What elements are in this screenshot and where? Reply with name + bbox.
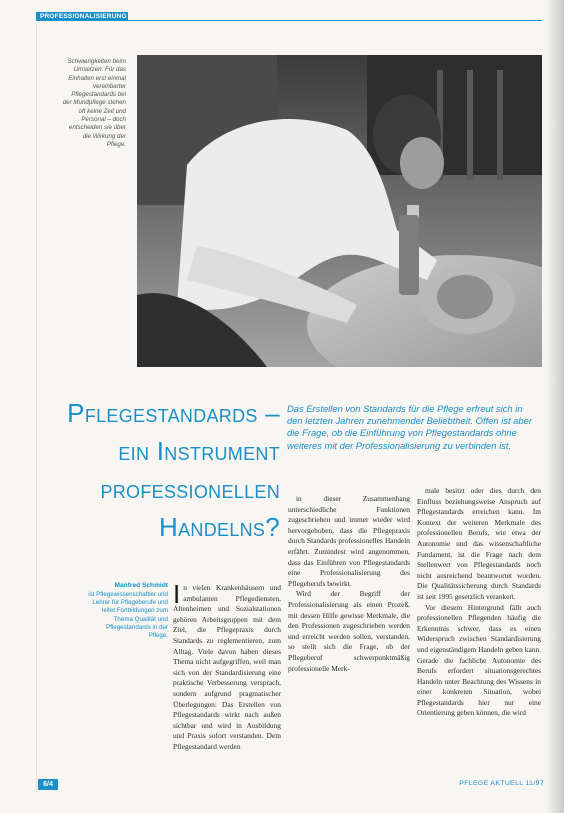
- photo-caption: Schwierigkeiten beim Umsetzen: Für das Einhalten erst einmal vereinbarter Pflegestandards bei der Mundpflege stehen oft keine Zeit und Personal – doch entscheiden sie über die Wirkung der Pflege.: [62, 58, 126, 148]
- body-paragraph: in dieser Zusammenhang unterschiedliche Funktionen zugeschrieben und immer wieder wird hervorgehoben, dass die Pflegepraxis durch Standards professionelles Handeln erfährt. Zumindest wird angenommen, dass das Einführen von Pflegestandards eine Professionalisierung des Pflegeberufs bewirkt.: [288, 494, 410, 588]
- rubric-rule: [128, 20, 542, 21]
- body-text: n vielen Krankenhäusern und ambulanten Pflegediensten, Altenheimen und Sozialstationen gehören Arbeitsgruppen mit dem Ziel, die Pflegepraxis durch Standards zu reglementieren, zum Alltag. Viele davon haben dieses Thema nicht aufgegriffen, weil man sich von der Standardisierung eine praktische Verbesserung versprach, sondern aufgrund pragmatischer Überlegungen: Das Erstellen von Pflegestandards wirkt nach außen sichtbar und wird in Ausbildung und Praxis sofort verstanden. Dem Pflegestandard werden: [173, 583, 281, 751]
- headline-line: professionellen: [100, 474, 280, 504]
- headline-line: Handelns?: [159, 512, 280, 542]
- author-name: Manfred Schmidt: [114, 582, 168, 589]
- body-column-3: [417, 486, 541, 719]
- body-paragraph: Vor diesem Hintergrund fällt auch professionellen Pflegenden häufig die Erkenntnis schwer, dass es einen Widerspruch zwischen Standardisierung und eigenständigem Handeln geben kann. Gerade die fachliche Autonomie des Berufs erfordert situationsgerechtes Handeln unter Beachtung des Wissens in einer konkreten Situation, wobei Pflegestandards hier nur eine Orientierung geben können, die wird: [417, 602, 541, 718]
- drop-cap: I: [173, 579, 181, 609]
- body-column-1: [173, 579, 281, 753]
- rubric-label: PROFESSIONALISIERUNG: [40, 13, 127, 20]
- rubric-bar: [36, 12, 542, 21]
- article-lead: Das Erstellen von Standards für die Pflege erfreut sich in den letzten Jahren zunehmender Beliebtheit. Offen ist aber die Frage, ob die Einführung von Pflegestandards ohne weiteres mit der Professionalisierung zu verbinden ist.: [287, 403, 532, 451]
- binding-shadow: [546, 0, 564, 813]
- page-number: 6/4: [38, 779, 58, 790]
- headline-line: Pflegestandards –: [67, 398, 280, 428]
- article-headline: [30, 394, 280, 546]
- article-photo: [137, 55, 542, 367]
- magazine-footer: PFLEGE AKTUELL 11/97: [459, 780, 544, 787]
- author-bio: ist Pflegewissenschaftler und Lehrer für Pflegeberufe und leitet Fortbildungen zum Thema Qualität und Pflegestandards in der Pflege.: [88, 591, 168, 640]
- nurse-patient-photo: [137, 55, 542, 367]
- headline-line: ein Instrument: [118, 436, 280, 466]
- author-box: [88, 581, 168, 640]
- body-column-2: [288, 494, 410, 674]
- body-paragraph: male besitzt oder dies durch den Einfluss beziehungsweise Anspruch auf Pflegestandards erreichen kann. Im Kontext der weiteren Merkmale des professionellen Berufs, wie etwa der Autonomie und das wissenschaftliche Fundament, ist die Frage nach dem Stellenwert von Pflegestandards noch nicht ausreichend beantwortet worden. Die Qualitätssicherung durch Standards ist seit 1995 gesetzlich verankert.: [417, 486, 541, 601]
- rubric-tab: [36, 12, 128, 21]
- body-paragraph: Wird der Begriff der Professionalisierung als einen Prozeß, mit dessen Hilfe gewisse Merkmale, die den Professionen zugeschrieben werden und erreicht werden sollen, verstanden, so stellt sich die Frage, ob der Pflegeberuf schwerpunktmäßig professionelle Merk-: [288, 589, 410, 673]
